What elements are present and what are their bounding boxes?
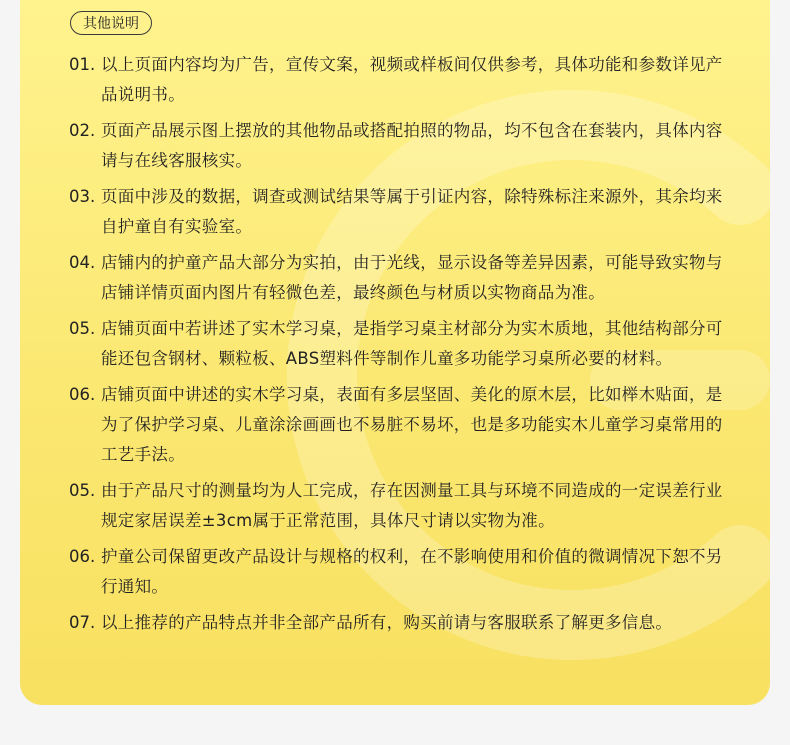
item-number: 05. [69, 319, 96, 338]
list-item [69, 50, 729, 110]
notes-list [69, 50, 729, 644]
item-number: 07. [69, 613, 96, 632]
item-number: 06. [69, 547, 96, 566]
item-number: 06. [69, 385, 96, 404]
item-text: 护童公司保留更改产品设计与规格的权利，在不影响使用和价值的微调情况下恕不另行通知。 [101, 547, 723, 596]
item-number: 04. [69, 253, 96, 272]
list-item [69, 380, 729, 470]
notes-card [20, 0, 770, 705]
list-item [69, 314, 729, 374]
item-text: 店铺页面中若讲述了实木学习桌，是指学习桌主材部分为实木质地，其他结构部分可能还包含钢材、颗粒板、ABS塑料件等制作儿童多功能学习桌所必要的材料。 [101, 319, 723, 368]
list-item [69, 476, 729, 536]
list-item [69, 116, 729, 176]
item-text: 页面中涉及的数据，调查或测试结果等属于引证内容，除特殊标注来源外，其余均来自护童自有实验室。 [101, 187, 723, 236]
item-text: 店铺页面中讲述的实木学习桌，表面有多层坚固、美化的原木层，比如榉木贴面，是为了保护学习桌、儿童涂涂画画也不易脏不易坏，也是多功能实木儿童学习桌常用的工艺手法。 [101, 385, 723, 464]
list-item [69, 608, 729, 638]
section-tag: 其他说明 [70, 11, 152, 35]
item-number: 01. [69, 55, 96, 74]
list-item [69, 248, 729, 308]
list-item [69, 542, 729, 602]
item-number: 02. [69, 121, 96, 140]
item-number: 03. [69, 187, 96, 206]
item-number: 05. [69, 481, 96, 500]
item-text: 以上页面内容均为广告，宣传文案，视频或样板间仅供参考，具体功能和参数详见产品说明书。 [101, 55, 723, 104]
item-text: 由于产品尺寸的测量均为人工完成，存在因测量工具与环境不同造成的一定误差行业规定家居误差±3cm属于正常范围，具体尺寸请以实物为准。 [101, 481, 723, 530]
list-item [69, 182, 729, 242]
item-text: 页面产品展示图上摆放的其他物品或搭配拍照的物品，均不包含在套装内，具体内容请与在线客服核实。 [101, 121, 723, 170]
item-text: 店铺内的护童产品大部分为实拍，由于光线，显示设备等差异因素，可能导致实物与店铺详情页面内图片有轻微色差，最终颜色与材质以实物商品为准。 [101, 253, 723, 302]
item-text: 以上推荐的产品特点并非全部产品所有，购买前请与客服联系了解更多信息。 [101, 613, 673, 632]
